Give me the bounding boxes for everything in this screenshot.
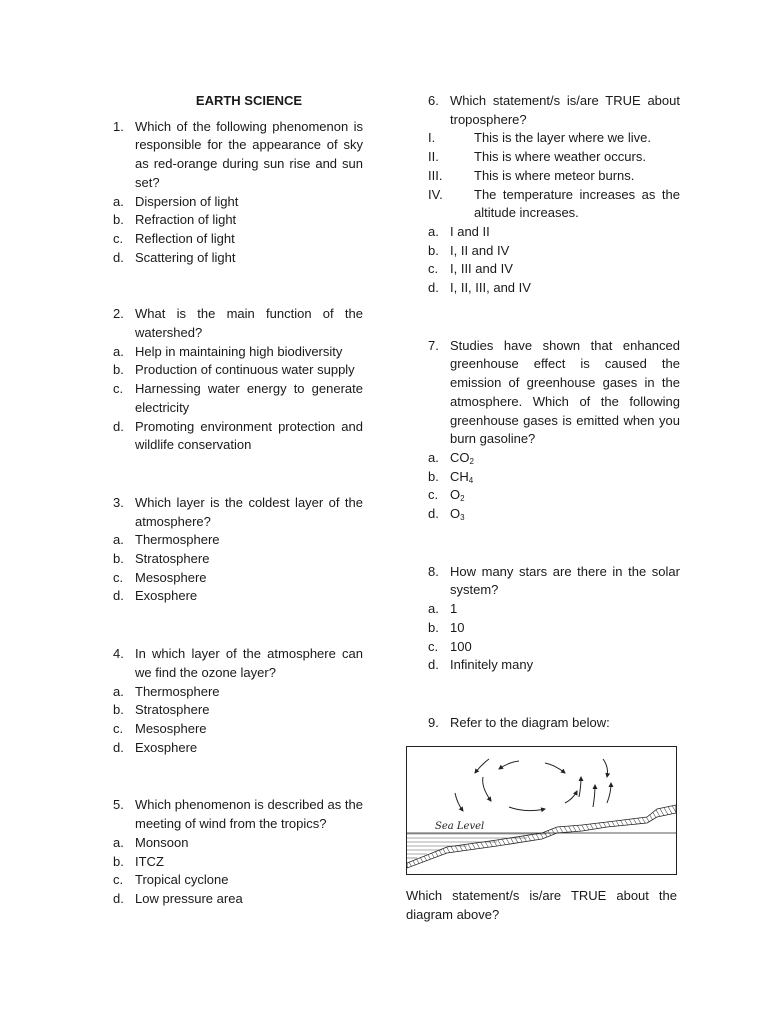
option-c — [113, 380, 363, 417]
option-letter: d. — [113, 739, 124, 755]
option-letter: d. — [428, 280, 439, 296]
option-d — [428, 656, 680, 675]
arrow — [579, 777, 581, 797]
formula-subscript: 4 — [468, 475, 474, 485]
question-2 — [113, 305, 363, 342]
spacer — [428, 675, 680, 714]
question-9 — [428, 714, 680, 733]
arrow — [499, 761, 519, 769]
option-c — [113, 230, 363, 249]
right-column — [428, 92, 680, 733]
option-d — [113, 587, 363, 606]
formula-base: CO — [450, 449, 470, 465]
statement-text: This is the layer where we live. — [474, 130, 652, 146]
option-a — [428, 449, 680, 468]
option-text: I, II and IV — [450, 242, 510, 258]
question-number: 8. — [428, 563, 439, 579]
option-letter: a. — [113, 834, 124, 850]
option-text: Stratosphere — [135, 551, 210, 567]
option-text: Thermosphere — [135, 532, 220, 548]
option-text: Dispersion of light — [135, 193, 239, 209]
option-text — [450, 468, 680, 487]
option-text: Exosphere — [135, 739, 198, 755]
option-letter: c. — [113, 230, 124, 246]
option-letter: a. — [113, 683, 124, 699]
arrow — [483, 777, 491, 801]
spacer — [113, 267, 363, 305]
option-d — [428, 279, 680, 298]
option-letter: d. — [428, 506, 439, 522]
option-b — [113, 550, 363, 569]
spacer — [428, 524, 680, 563]
arrow — [509, 807, 545, 811]
option-letter: d. — [113, 588, 124, 604]
option-letter: b. — [113, 212, 124, 228]
arrow — [475, 759, 489, 773]
option-d — [113, 890, 363, 909]
option-letter: d. — [113, 249, 124, 265]
option-text: Low pressure area — [135, 890, 243, 906]
statement-text: This is where meteor burns. — [474, 167, 635, 183]
option-b — [113, 701, 363, 720]
option-text: 100 — [450, 638, 472, 654]
question-text: Refer to the diagram below: — [450, 714, 610, 730]
formula-subscript: 2 — [469, 456, 474, 466]
formula-base: O — [450, 487, 461, 503]
option-text: I, II, III, and IV — [450, 280, 531, 296]
formula-base: CH — [450, 468, 469, 484]
option-letter: a. — [428, 449, 439, 465]
arrow — [607, 783, 611, 803]
option-c — [428, 260, 680, 279]
diagram-follow-up-text: Which statement/s is/are TRUE about the diagram above? — [406, 888, 677, 922]
question-number: 9. — [428, 714, 439, 730]
question-text: Which of the following phenomenon is responsible for the appearance of sky as red-orange during sun rise and sun set? — [135, 118, 363, 190]
option-c — [113, 871, 363, 890]
option-b — [428, 242, 680, 261]
arrow — [455, 793, 463, 811]
option-letter: c. — [113, 872, 124, 888]
option-d — [428, 505, 680, 524]
page-title: EARTH SCIENCE — [195, 93, 303, 108]
statement-numeral: IV. — [428, 186, 443, 202]
statement-text: The temperature increases as the altitude increases. — [474, 186, 680, 221]
option-c — [113, 720, 363, 739]
spacer — [113, 455, 363, 494]
option-letter: c. — [428, 487, 439, 503]
option-letter: c. — [428, 261, 439, 277]
option-text: Mesosphere — [135, 569, 207, 585]
question-number: 7. — [428, 337, 439, 353]
statement-4 — [428, 186, 680, 223]
question-5 — [113, 796, 363, 833]
option-text: Help in maintaining high biodiversity — [135, 343, 343, 359]
option-text: Mesosphere — [135, 720, 207, 736]
option-text: Scattering of light — [135, 249, 236, 265]
option-text: Stratosphere — [135, 702, 210, 718]
arrow — [565, 791, 577, 803]
option-c — [113, 569, 363, 588]
option-d — [113, 249, 363, 268]
question-4 — [113, 645, 363, 682]
question-number: 6. — [428, 93, 439, 108]
spacer — [113, 757, 363, 796]
option-text: Production of continuous water supply — [135, 362, 355, 378]
option-b — [428, 619, 680, 638]
spacer — [113, 606, 363, 645]
option-letter: b. — [113, 362, 124, 378]
statement-numeral: I. — [428, 130, 436, 146]
option-c — [428, 486, 680, 505]
option-letter: b. — [113, 702, 124, 718]
formula-base: O — [450, 506, 461, 522]
option-letter: a. — [113, 343, 124, 359]
option-text: ITCZ — [135, 853, 164, 869]
option-text — [450, 486, 680, 505]
option-b — [113, 361, 363, 380]
option-b — [428, 468, 680, 487]
question-8 — [428, 563, 680, 600]
option-b — [113, 211, 363, 230]
statement-3 — [428, 167, 680, 186]
option-letter: c. — [113, 569, 124, 585]
arrow — [603, 759, 608, 777]
option-letter: d. — [113, 418, 124, 434]
statement-1 — [428, 129, 680, 148]
option-b — [113, 853, 363, 872]
option-letter: c. — [113, 381, 124, 397]
option-letter: b. — [113, 551, 124, 567]
diagram-svg — [407, 747, 676, 874]
question-number: 3. — [113, 494, 124, 510]
option-letter: a. — [428, 223, 439, 239]
option-text: Thermosphere — [135, 683, 220, 699]
option-a — [113, 531, 363, 550]
left-column — [113, 92, 363, 909]
spacer — [428, 298, 680, 337]
option-d — [113, 418, 363, 455]
option-d — [113, 739, 363, 758]
option-text: Reflection of light — [135, 230, 235, 246]
question-number: 4. — [113, 646, 124, 662]
option-a — [113, 193, 363, 212]
option-letter: c. — [113, 720, 124, 736]
question-text: Which statement/s is/are TRUE about troposphere? — [450, 93, 680, 127]
question-text: Which phenomenon is described as the meeting of wind from the tropics? — [135, 797, 363, 832]
question-text: How many stars are there in the solar system? — [450, 563, 680, 598]
statement-text: This is where weather occurs. — [474, 149, 646, 165]
option-text — [450, 449, 680, 468]
question-number: 2. — [113, 306, 124, 322]
option-a — [113, 834, 363, 853]
option-letter: a. — [113, 193, 124, 209]
question-1 — [113, 118, 363, 193]
option-text: 10 — [450, 619, 465, 635]
sea-level-label: Sea Level — [435, 821, 485, 832]
option-letter: b. — [113, 853, 124, 869]
option-a — [113, 343, 363, 362]
statement-2 — [428, 148, 680, 167]
statement-numeral: II. — [428, 149, 439, 165]
sea-breeze-diagram — [406, 746, 677, 875]
option-text: Infinitely many — [450, 657, 534, 673]
option-a — [113, 683, 363, 702]
option-text: Tropical cyclone — [135, 872, 229, 888]
statement-numeral: III. — [428, 167, 443, 183]
question-7 — [428, 337, 680, 449]
formula-subscript: 3 — [460, 513, 465, 523]
formula-subscript: 2 — [460, 494, 465, 504]
question-text: In which layer of the atmosphere can we find the ozone layer? — [135, 646, 363, 680]
option-text: I, III and IV — [450, 261, 513, 277]
question-text: Studies have shown that enhanced greenhouse effect is caused the emission of greenhouse gases in the atmosphere. Which of the following greenhouse gases is emitted when you burn gasoline? — [450, 337, 680, 447]
option-text — [450, 505, 680, 524]
question-6 — [428, 92, 680, 129]
option-a — [428, 223, 680, 242]
option-letter: d. — [113, 890, 124, 906]
option-text: Harnessing water energy to generate electricity — [135, 381, 363, 415]
option-a — [428, 600, 680, 619]
air-circulation-arrows — [455, 759, 611, 811]
option-text: 1 — [450, 601, 458, 617]
arrow — [545, 763, 565, 773]
arrow — [593, 785, 595, 807]
option-letter: b. — [428, 468, 439, 484]
question-text: What is the main function of the watershed? — [135, 306, 363, 341]
option-text: Refraction of light — [135, 212, 237, 228]
option-letter: a. — [428, 601, 439, 617]
option-letter: b. — [428, 619, 439, 635]
option-text: Monsoon — [135, 834, 189, 850]
question-3 — [113, 494, 363, 531]
option-c — [428, 638, 680, 657]
option-letter: c. — [428, 638, 439, 654]
option-letter: b. — [428, 242, 439, 258]
option-letter: a. — [113, 532, 124, 548]
option-letter: d. — [428, 657, 439, 673]
option-text: I and II — [450, 223, 490, 239]
option-text: Promoting environment protection and wildlife conservation — [135, 418, 363, 453]
question-number: 5. — [113, 797, 124, 813]
option-text: Exosphere — [135, 588, 198, 604]
question-number: 1. — [113, 118, 124, 134]
land-profile — [407, 805, 676, 868]
question-text: Which layer is the coldest layer of the atmosphere? — [135, 494, 363, 529]
